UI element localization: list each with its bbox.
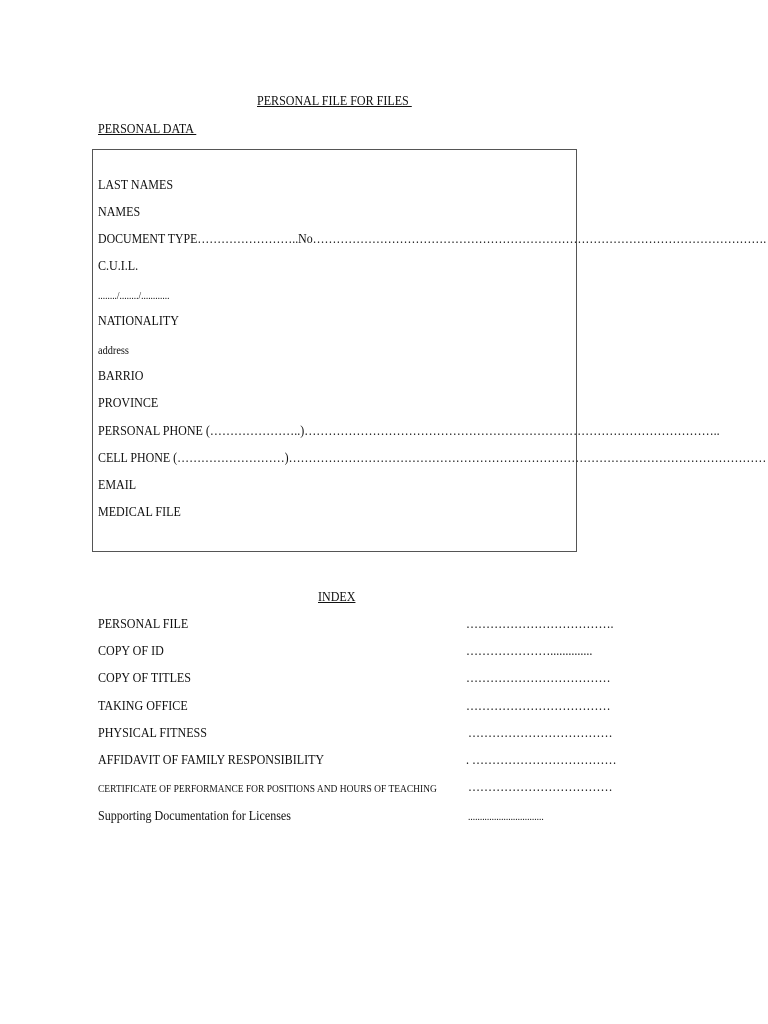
barrio-label: BARRIO <box>98 369 144 384</box>
last-names-label: LAST NAMES <box>98 178 174 193</box>
index-item-label: PHYSICAL FITNESS <box>98 726 207 741</box>
index-item-label: Supporting Documentation for Licenses <box>98 809 291 824</box>
index-item-dots: ……………………………… <box>466 699 611 714</box>
index-item-label: TAKING OFFICE <box>98 699 188 714</box>
index-item-label: AFFIDAVIT OF FAMILY RESPONSIBILITY <box>98 753 325 768</box>
personal-phone-field: PERSONAL PHONE (…………………..)………………………………………………………………………………………….. <box>98 424 720 439</box>
index-item-dots: ………………….............. <box>466 644 593 659</box>
index-item-dots: ……………………………… <box>468 726 613 741</box>
medical-file-label: MEDICAL FILE <box>98 505 181 520</box>
personal-data-heading: PERSONAL DATA <box>98 122 197 137</box>
province-label: PROVINCE <box>98 396 159 411</box>
personal-data-box <box>92 149 577 552</box>
cuil-date-field: ......../......../............ <box>98 290 170 302</box>
index-item-dots: ……………………………… <box>468 780 613 795</box>
cell-phone-field: CELL PHONE (………………………)………………………………………………………………………………………………………… <box>98 451 767 466</box>
index-item-label: COPY OF TITLES <box>98 671 191 686</box>
index-item-label: COPY OF ID <box>98 644 164 659</box>
nationality-label: NATIONALITY <box>98 314 179 329</box>
cuil-label: C.U.I.L. <box>98 259 139 274</box>
names-label: NAMES <box>98 205 141 220</box>
index-item-dots: . ……………………………… <box>466 753 617 768</box>
index-heading: INDEX <box>318 590 356 605</box>
address-label: address <box>98 343 129 357</box>
email-label: EMAIL <box>98 478 137 493</box>
index-item-dots: ……………………………… <box>466 671 611 686</box>
document-title: PERSONAL FILE FOR FILES <box>257 94 412 109</box>
index-item-label: PERSONAL FILE <box>98 617 189 632</box>
document-type-field: DOCUMENT TYPE……………………..No……………………………………………………………………………………………………. <box>98 232 767 247</box>
index-item-label: CERTIFICATE OF PERFORMANCE FOR POSITIONS AND HOURS OF TEACHING <box>98 783 437 795</box>
index-item-dots: ………………………………. <box>466 617 614 632</box>
index-item-dots: ................................ <box>468 811 544 823</box>
